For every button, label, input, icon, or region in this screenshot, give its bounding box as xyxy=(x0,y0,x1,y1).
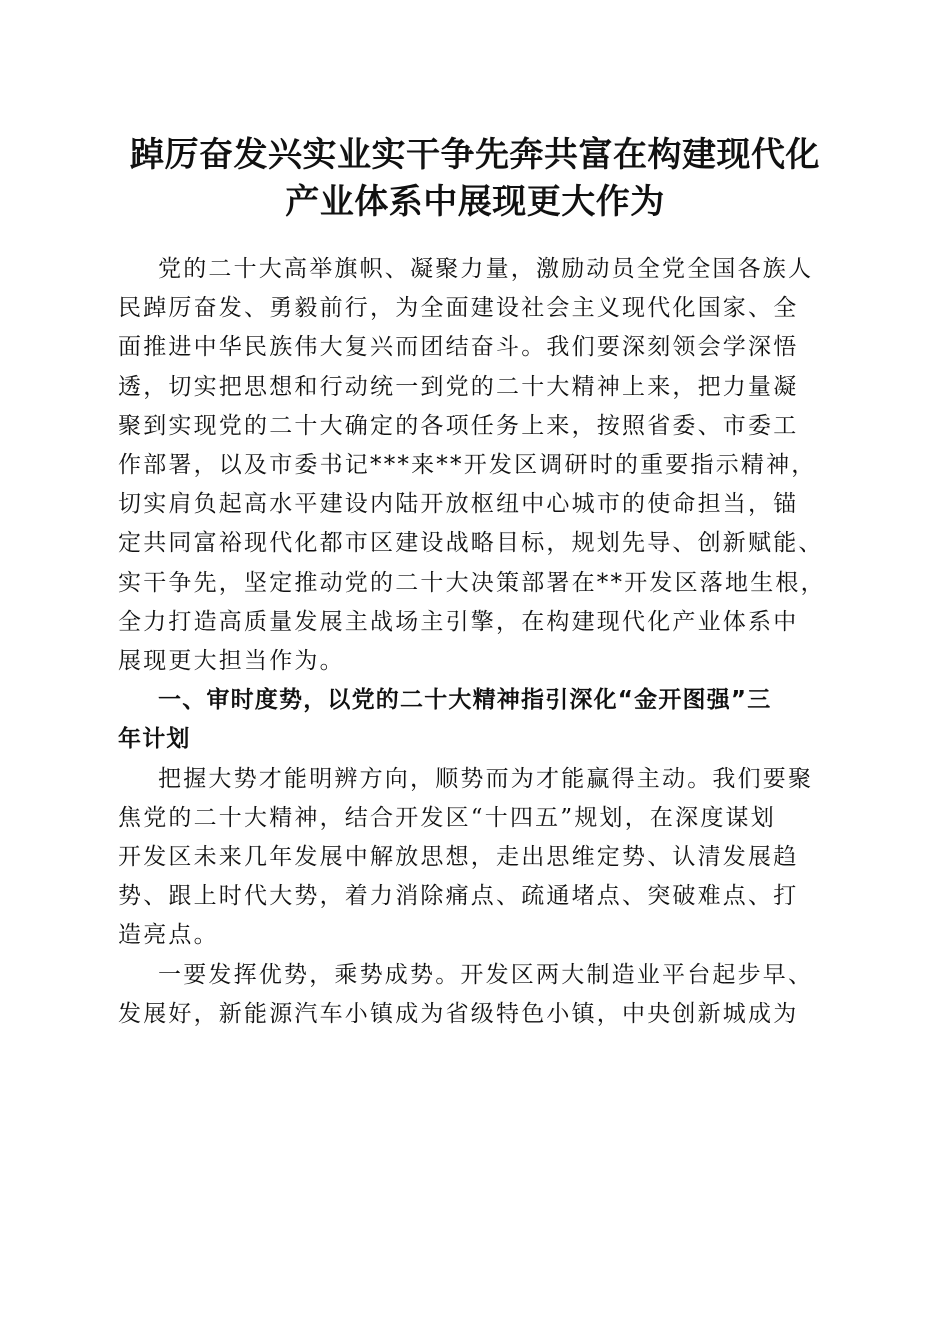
text-line: 一要发挥优势，乘势成势。开发区两大制造业平台起步早、 xyxy=(158,961,814,988)
text-line: 面推进中华民族伟大复兴而团结奋斗。我们要深刻领会学深悟 xyxy=(118,334,799,361)
heading-line: 年计划 xyxy=(118,726,191,753)
text-line: 党的二十大高举旗帜、凝聚力量，激励动员全党全国各族人 xyxy=(158,256,814,282)
text-line: 透，切实把思想和行动统一到党的二十大精神上来，把力量凝 xyxy=(118,373,799,400)
text-line: 造亮点。 xyxy=(118,922,219,949)
paragraph-advantages xyxy=(118,956,830,1034)
text-line: 聚到实现党的二十大确定的各项任务上来，按照省委、市委工 xyxy=(118,412,799,439)
text-line: 开发区未来几年发展中解放思想，走出思维定势、认清发展趋 xyxy=(118,844,799,871)
title-line-1: 踔厉奋发兴实业实干争先奔共富在构建现代化 xyxy=(130,135,820,175)
document-title xyxy=(100,132,850,226)
text-line: 作部署，以及市委书记***来**开发区调研时的重要指示精神， xyxy=(118,452,817,479)
text-line: 切实肩负起高水平建设内陆开放枢纽中心城市的使命担当，锚 xyxy=(118,491,799,518)
text-line: 展现更大担当作为。 xyxy=(118,648,345,675)
text-line: 全力打造高质量发展主战场主引擎，在构建现代化产业体系中 xyxy=(118,608,799,635)
text-line: 发展好，新能源汽车小镇成为省级特色小镇，中央创新城成为 xyxy=(118,1000,799,1027)
section-heading-1 xyxy=(118,681,830,759)
heading-line: 一、审时度势，以党的二十大精神指引深化“金开图强”三 xyxy=(158,687,772,714)
paragraph-intro xyxy=(118,250,830,681)
document-body xyxy=(118,250,830,1034)
text-line: 把握大势才能明辨方向，顺势而为才能赢得主动。我们要聚 xyxy=(158,765,814,792)
text-line: 势、跟上时代大势，着力消除痛点、疏通堵点、突破难点、打 xyxy=(118,883,799,910)
text-line: 定共同富裕现代化都市区建设战略目标，规划先导、创新赋能、 xyxy=(118,530,824,557)
text-line: 实干争先，坚定推动党的二十大决策部署在**开发区落地生根， xyxy=(118,569,826,596)
paragraph-section-1 xyxy=(118,760,830,956)
text-line: 焦党的二十大精神，结合开发区“十四五”规划，在深度谋划 xyxy=(118,804,776,831)
text-line: 民踔厉奋发、勇毅前行，为全面建设社会主义现代化国家、全 xyxy=(118,295,799,322)
title-line-2: 产业体系中展现更大作为 xyxy=(285,182,665,222)
